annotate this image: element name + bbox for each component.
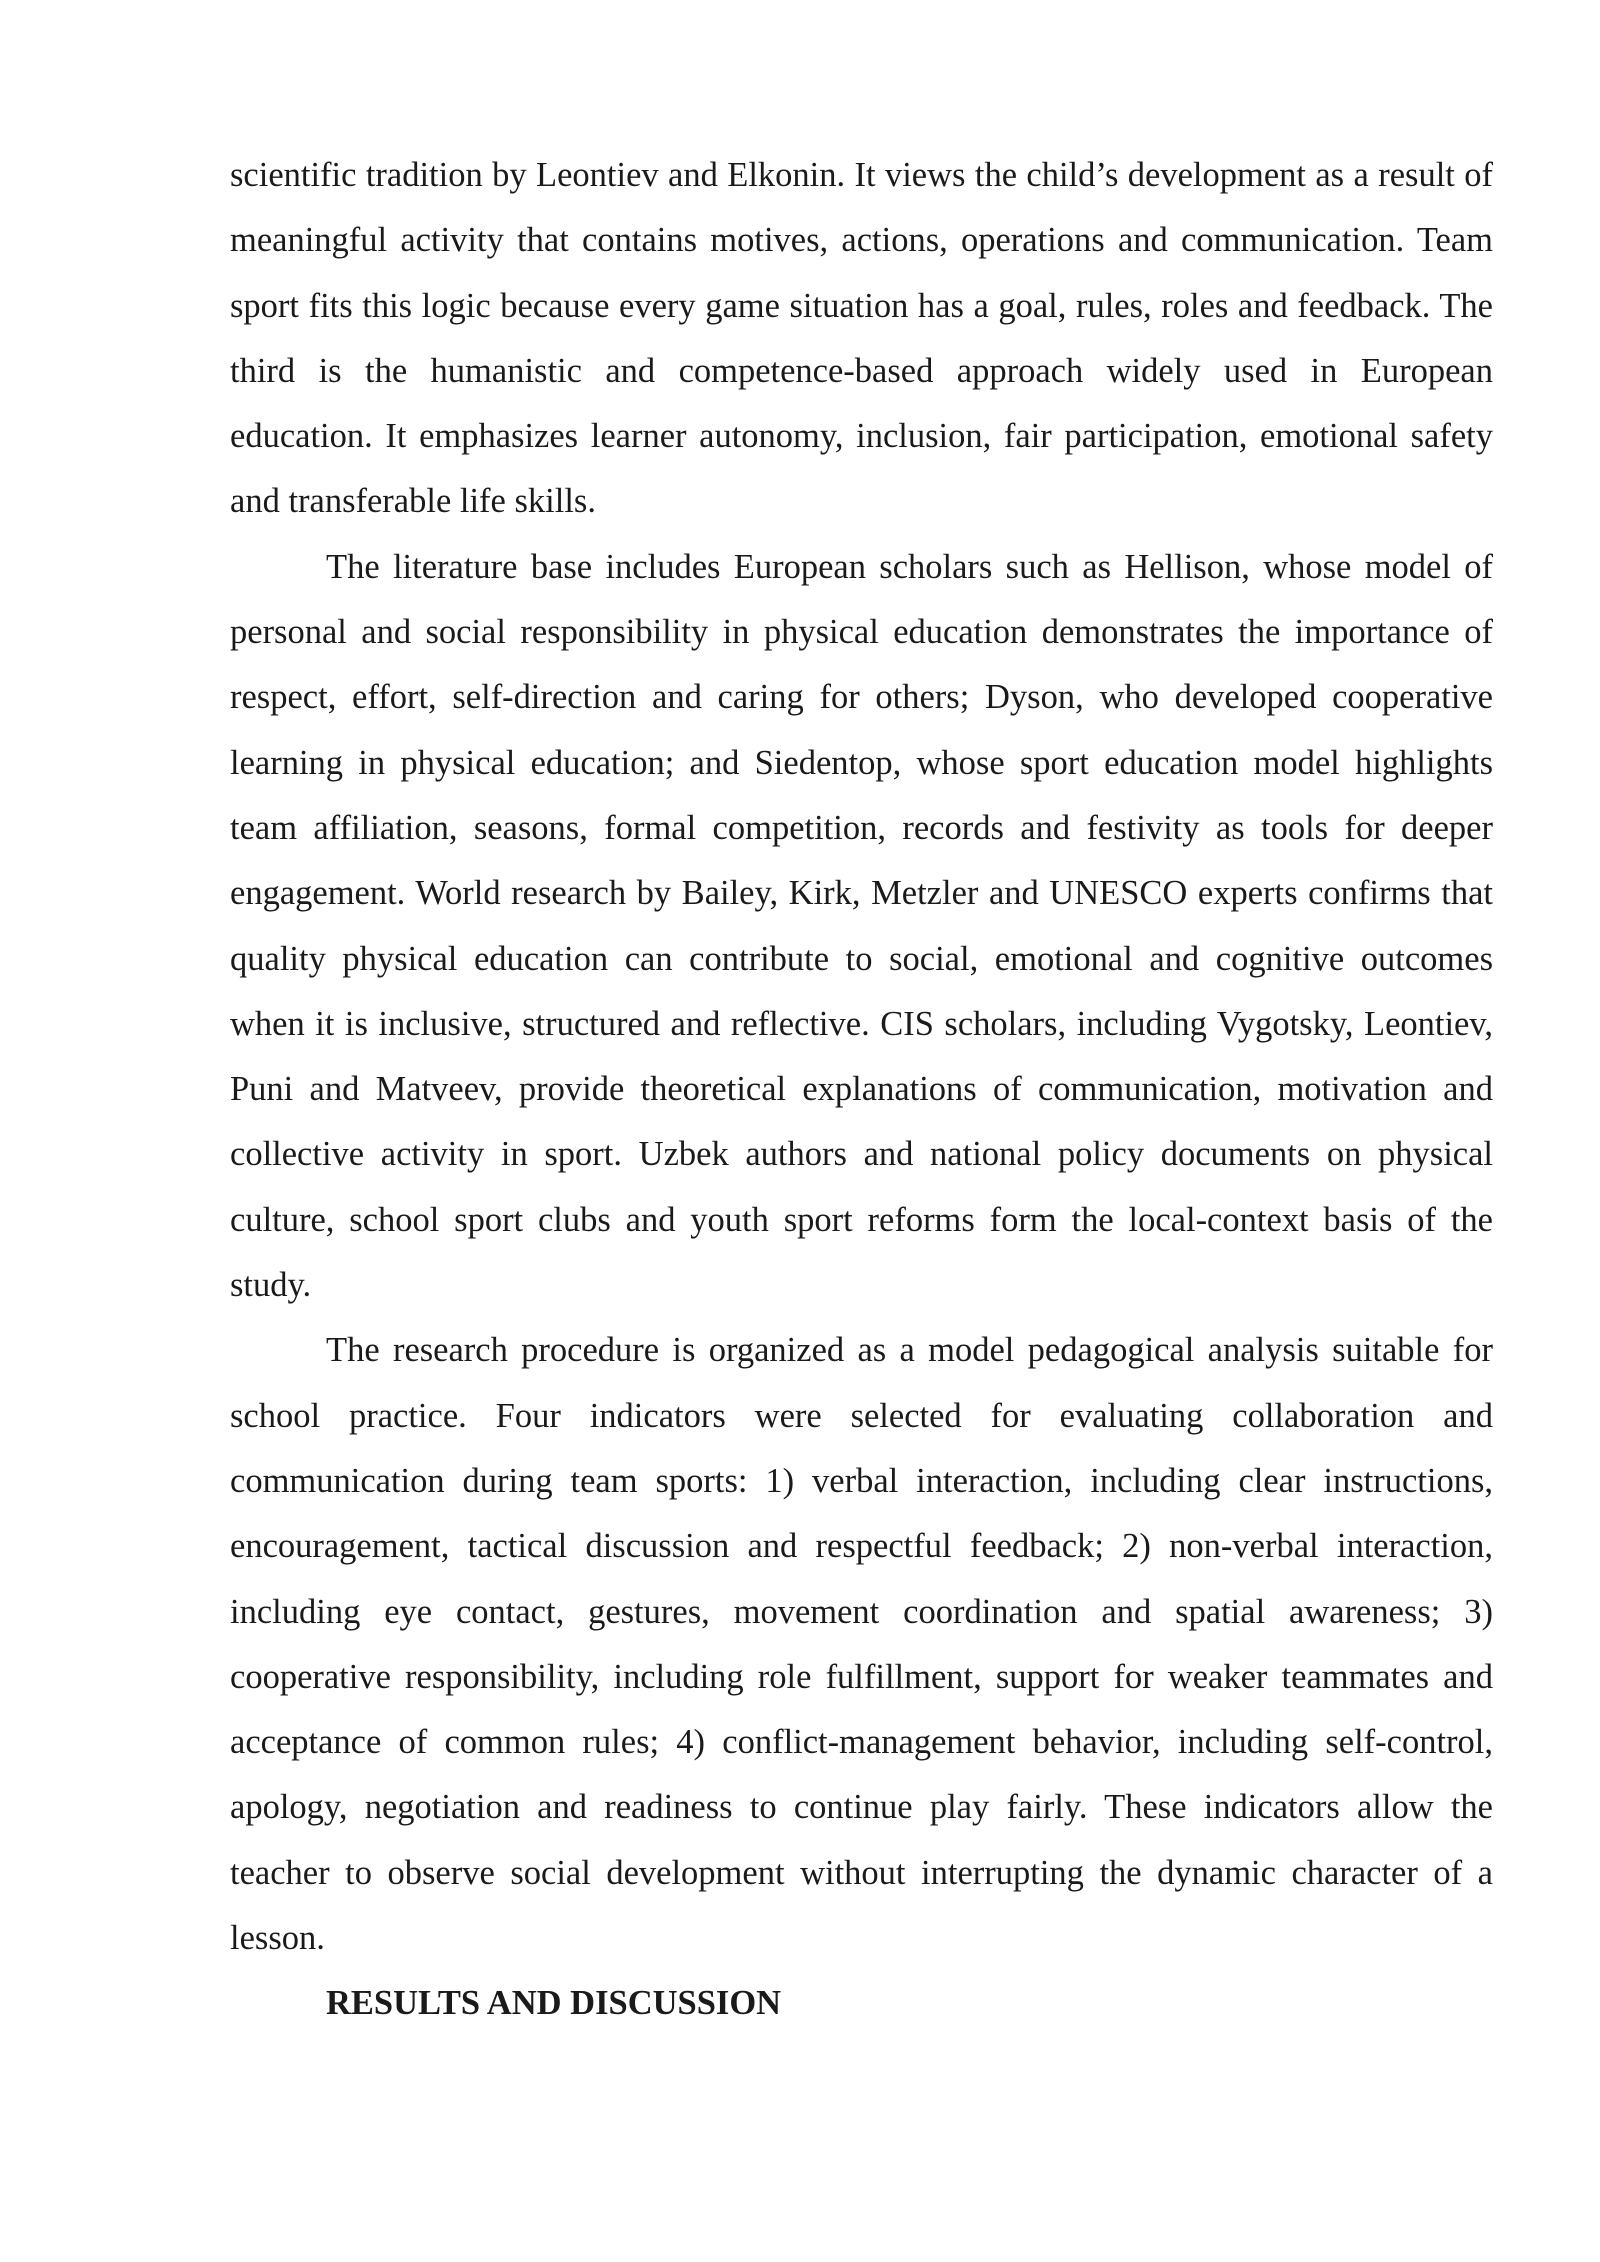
paragraph-literature-base: The literature base includes European scholars such as Hellison, whose model of personal and social responsibility in physical education demonstrates the importance of respect, effort, self-direction and caring for others; Dyson, who developed cooperative learning in physical education; and Siedentop, whose sport education model highlights team affiliation, seasons, formal competition, records and festivity as tools for deeper engagement. World research by Bailey, Kirk, Metzler and UNESCO experts confirms that quality physical education can contribute to social, emotional and cognitive outcomes when it is inclusive, structured and reflective. CIS scholars, including Vygotsky, Leontiev, Puni and Matveev, provide theoretical explanations of communication, motivation and collective activity in sport. Uzbek authors and national policy documents on physical culture, school sport clubs and youth sport reforms form the local-context basis of the study. — [230, 547, 1493, 1305]
section-heading: RESULTS AND DISCUSSION — [326, 1984, 782, 2023]
document-page — [230, 143, 1493, 2037]
paragraph-research-procedure: The research procedure is organized as a model pedagogical analysis suitable for school practice. Four indicators were selected for evaluating collaboration and communication during team sports: 1) verbal interaction, including clear instructions, encouragement, tactical discussion and respectful feedback; 2) non-verbal interaction, including eye contact, gestures, movement coordination and spatial awareness; 3) cooperative responsibility, including role fulfillment, support for weaker teammates and acceptance of common rules; 4) conflict-management behavior, including self-control, apology, negotiation and readiness to continue play fairly. These indicators allow the teacher to observe social development without interrupting the dynamic character of a lesson. — [230, 1331, 1493, 1958]
paragraph-continuation: scientific tradition by Leontiev and Elkonin. It views the child’s development as a result of meaningful activity that contains motives, actions, operations and communication. Team sport fits this logic because every game situation has a goal, rules, roles and feedback. The third is the humanistic and competence-based approach widely used in European education. It emphasizes learner autonomy, inclusion, fair participation, emotional safety and transferable life skills. — [230, 156, 1493, 521]
